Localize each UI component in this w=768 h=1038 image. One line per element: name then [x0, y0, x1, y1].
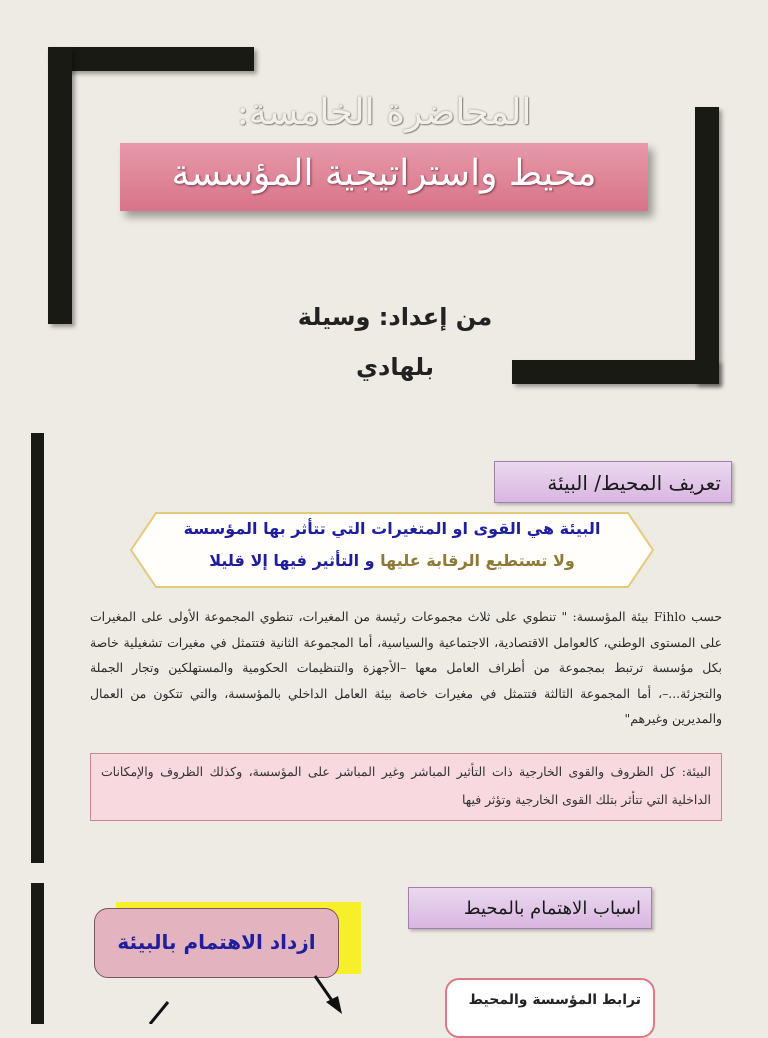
author-line-2: بلهادي	[356, 353, 434, 381]
title-band	[120, 143, 648, 211]
frame-bottom-bar	[512, 360, 719, 384]
fihlo-paragraph: حسب Fihlo بيئة المؤسسة: " تنطوي على ثلاث مجموعات رئيسة من المغيرات، تنطوي المجموعة الأولى على المغيرات على المستوى الوطني، كالعوامل الاقتصادية، الاجتماعية والسياسية، أما المجموعة الثانية فتتمثل في مغيرات تشغيلية خاصة بكل مؤسسة ترتبط بمجموعة من أطراف العامل معها –الأجهزة والتنظيمات الحكومية والمستهلكين وتجار الجملة والتجزئة...–، أما المجموعة الثالثة فتتمثل في مغيرات خاصة بيئة العامل الداخلي بالمؤسسة، والتي تتكون من العمال والمديرين وغيرهم"	[90, 609, 722, 726]
definition-line-2	[150, 551, 634, 570]
environment-summary-box: البيئة: كل الظروف والقوى الخارجية ذات التأثير المباشر وغير المباشر على المؤسسة، وكذلك الظروف والإمكانات الداخلية التي تتأثر بتلك القوى الخارجية وتؤثر فيها	[90, 753, 722, 821]
slide-title: محيط واستراتيجية المؤسسة	[171, 153, 597, 194]
left-vertical-line-upper	[31, 433, 44, 863]
org-environment-link-box: ترابط المؤسسة والمحيط	[445, 978, 655, 1038]
reasons-heading: اسباب الاهتمام بالمحيط	[408, 887, 652, 929]
lecture-number: المحاضرة الخامسة:	[236, 92, 532, 133]
arrow-icon	[300, 972, 350, 1022]
left-vertical-line-lower	[31, 883, 44, 1024]
frame-right-bar	[695, 107, 719, 384]
interest-increase-box: ازداد الاهتمام بالبيئة	[94, 908, 339, 978]
author-block	[270, 292, 520, 392]
author-line-1: من إعداد: وسيلة	[297, 303, 493, 331]
frame-top-bar	[48, 47, 254, 71]
definition-line-2-part-1: ولا تستطيع الرقابة عليها	[380, 551, 575, 570]
frame-left-bar	[48, 47, 72, 324]
arrow-left-icon	[140, 996, 180, 1024]
definition-line-2-part-2: و التأثير فيها إلا قليلا	[209, 551, 381, 570]
section-heading: تعريف المحيط/ البيئة	[494, 461, 732, 503]
definition-line-1: البيئة هي القوى او المتغيرات التي تتأثر بها المؤسسة	[183, 519, 601, 538]
